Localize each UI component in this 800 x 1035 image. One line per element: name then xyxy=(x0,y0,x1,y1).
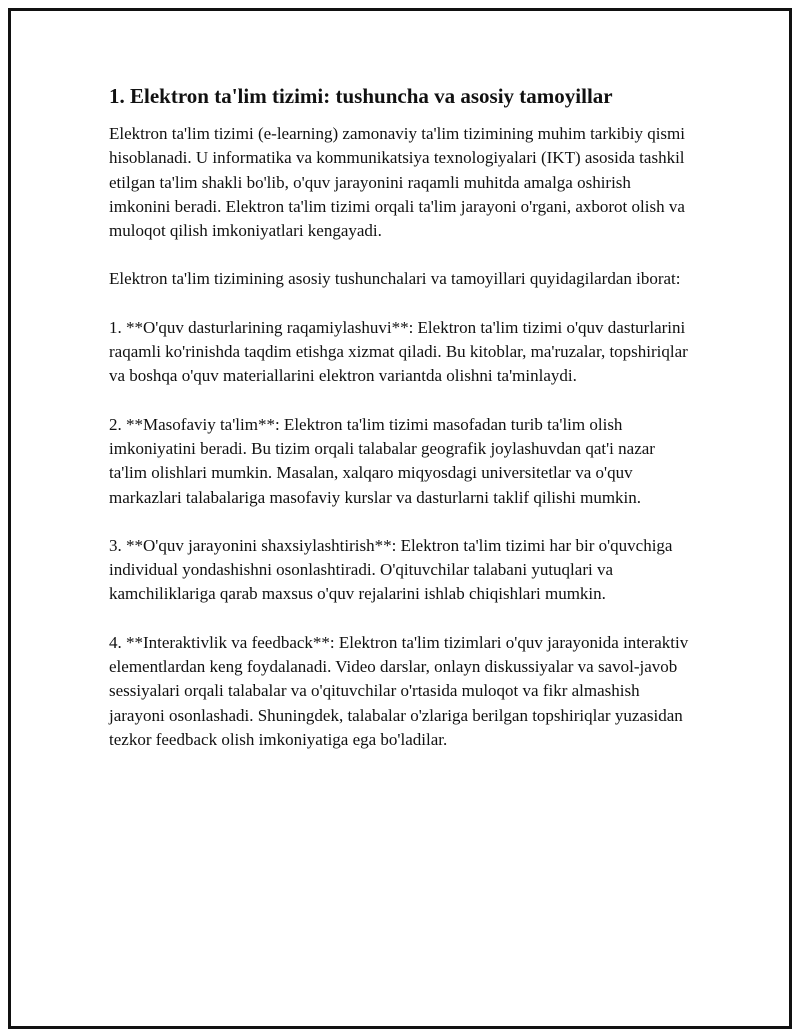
list-item-distance-learning: 2. **Masofaviy ta'lim**: Elektron ta'lim tizimi masofadan turib ta'lim olish imkoniyatini beradi. Bu tizim orqali talabalar geografik joylashuvdan qat'i nazar ta'lim olishlari mumkin. Masalan, xalqaro miqyosdagi universitetlar va o'quv markazlari talabalariga masofaviy kurslar va dasturlarni taklif qilishi mumkin. xyxy=(109,414,655,507)
list-item-personalization: 3. **O'quv jarayonini shaxsiylashtirish**: Elektron ta'lim tizimi har bir o'quvchiga individual yondashishni osonlashtiradi. O'qituvchilar talabani yutuqlari va kamchiliklariga qarab maxsus o'quv rejalarini ishlab chiqishlari mumkin. xyxy=(109,535,673,604)
list-item-interactivity: 4. **Interaktivlik va feedback**: Elektron ta'lim tizimlari o'quv jarayonida interaktiv elementlardan keng foydalanadi. Video darslar, onlayn diskussiyalar va savol-javob sessiyalari orqali talabalar va o'qituvchilar o'rtasida muloqot va fikr almashish jarayoni osonlashadi. Shuningdek, talabalar o'zlariga berilgan topshiriqlar yuzasidan tezkor feedback olish imkoniyatiga ega bo'ladilar. xyxy=(109,632,689,749)
list-item-digitalization: 1. **O'quv dasturlarining raqamiylashuvi**: Elektron ta'lim tizimi o'quv dasturlarini raqamli ko'rinishda taqdim etishga xizmat qiladi. Bu kitoblar, ma'ruzalar, topshiriqlar va boshqa o'quv materiallarini elektron variantda olishni ta'minlaydi. xyxy=(109,317,688,386)
page-title: 1. Elektron ta'lim tizimi: tushuncha va asosiy tamoyillar xyxy=(109,84,613,108)
document-body xyxy=(109,82,689,776)
paragraph-principles-lead: Elektron ta'lim tizimining asosiy tushunchalari va tamoyillari quyidagilardan iborat: xyxy=(109,269,681,289)
paragraph-intro: Elektron ta'lim tizimi (e-learning) zamonaviy ta'lim tizimining muhim tarkibiy qismi hisoblanadi. U informatika va kommunikatsiya texnologiyalari (IKT) asosida tashkil etilgan ta'lim shakli bo'lib, o'quv jarayonini raqamli muhitda amalga oshirish imkonini beradi. Elektron ta'lim tizimi orqali ta'lim jarayoni o'rgani, axborot olish va muloqot qilish imkoniyatlari kengayadi. xyxy=(109,124,685,241)
